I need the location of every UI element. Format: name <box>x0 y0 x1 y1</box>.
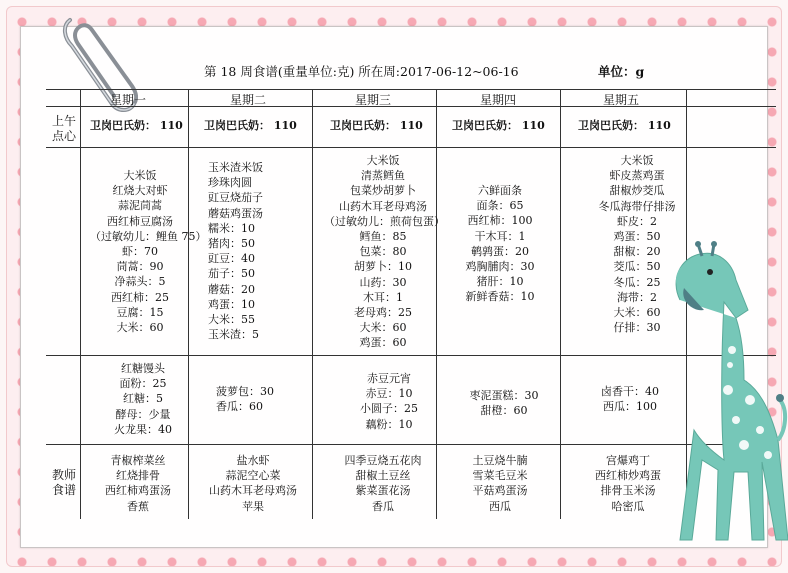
menu-line: 西红柿鸡蛋汤 <box>105 484 171 498</box>
teacher-tue <box>198 453 308 514</box>
menu-line: 藕粉：10 <box>365 417 413 431</box>
menu-line: 胡萝卜：10 <box>354 260 412 274</box>
menu-line: 鸡蛋：10 <box>208 297 255 311</box>
menu-line: 盐水虾 <box>236 454 270 467</box>
menu-line: 山药：30 <box>359 275 407 289</box>
day-header-thu: 星期四 <box>480 93 517 107</box>
menu-line: 山药木耳老母鸡汤 <box>209 484 297 498</box>
lunch-mon <box>90 168 207 335</box>
menu-line: 大米：60 <box>613 306 661 320</box>
lunch-wed <box>324 153 445 351</box>
menu-line: 雪菜毛豆米 <box>472 469 528 483</box>
menu-line: 菠萝包：30 <box>216 385 274 398</box>
snack-thu: 卫岗巴氏奶： 110 <box>452 119 545 132</box>
menu-line: 珍珠肉圆 <box>208 176 252 190</box>
menu-line: 面粉：25 <box>119 377 167 391</box>
menu-line: 豇豆烧茄子 <box>208 191 263 205</box>
menu-line: 虾皮：2 <box>617 214 657 228</box>
grid-line <box>46 147 776 148</box>
menu-line: 火龙果：40 <box>114 422 172 436</box>
menu-line: 蒜泥茼蒿 <box>118 199 162 213</box>
grid-line <box>46 89 776 90</box>
menu-line: 大米：55 <box>208 313 255 327</box>
grid-line <box>46 106 776 107</box>
menu-line: 茼蒿：90 <box>116 260 164 274</box>
menu-line: （过敏幼儿：煎荷包蛋） <box>324 214 445 228</box>
menu-line: 酵母：少量 <box>115 407 171 421</box>
afternoon-wed <box>344 371 434 432</box>
menu-line: 宫爆鸡丁 <box>606 454 650 467</box>
menu-line: 四季豆烧五花肉 <box>344 454 422 467</box>
menu-line: 六鲜面条 <box>478 184 522 197</box>
menu-line: （过敏幼儿：鲤鱼 75） <box>90 229 207 243</box>
menu-title: 第 18 周食谱(重量单位:克) 所在周:2017-06-12~06-16 <box>204 64 519 79</box>
menu-line: 西瓜：100 <box>603 400 657 414</box>
snack-fri: 卫岗巴氏奶： 110 <box>578 119 671 132</box>
menu-line: 茭瓜：50 <box>613 260 661 274</box>
day-header-tue: 星期二 <box>230 93 267 107</box>
menu-line: 大米：60 <box>116 321 164 335</box>
menu-line: 排骨玉米汤 <box>600 484 656 498</box>
menu-line: 鳕鱼：85 <box>359 230 407 244</box>
menu-line: 山药木耳老母鸡汤 <box>339 199 427 213</box>
menu-line: 新鲜香菇：10 <box>465 290 535 304</box>
day-header-mon: 星期一 <box>110 93 147 107</box>
menu-line: 西红柿炒鸡蛋 <box>595 469 661 483</box>
menu-line: 紫菜蛋花汤 <box>355 484 411 498</box>
grid-line <box>80 89 81 519</box>
menu-line: 蘑菇：20 <box>208 282 255 296</box>
giraffe-illustration <box>640 240 788 550</box>
afternoon-mon <box>88 361 198 437</box>
menu-line: 香蕉 <box>127 499 149 513</box>
menu-line: 苹果 <box>242 499 264 513</box>
menu-line: 面条：65 <box>476 199 524 213</box>
menu-line: 红糖：5 <box>123 392 163 406</box>
grid-line <box>312 89 313 519</box>
menu-line: 卤香干：40 <box>601 385 659 398</box>
menu-line: 西红柿豆腐汤 <box>107 214 173 228</box>
unit-label: 单位：g <box>598 64 645 79</box>
lunch-thu <box>452 183 548 305</box>
day-header-fri: 星期五 <box>603 93 640 107</box>
menu-line: 甜橙：60 <box>480 404 528 418</box>
menu-line: 赤豆元宵 <box>367 372 411 385</box>
menu-line: 鹌鹑蛋：20 <box>471 244 529 258</box>
menu-line: 豇豆：40 <box>208 252 255 266</box>
menu-line: 糯米：10 <box>208 221 255 235</box>
menu-line: 蒜泥空心菜 <box>225 469 281 483</box>
menu-line: 干木耳：1 <box>474 229 526 243</box>
menu-line: 鸡蛋：60 <box>359 336 407 350</box>
menu-line: 玉米渣：5 <box>208 328 259 342</box>
menu-line: 蘑菇鸡蛋汤 <box>208 206 263 220</box>
menu-line: 平菇鸡蛋汤 <box>472 484 528 498</box>
teacher-mon <box>88 453 188 514</box>
menu-line: 冬瓜：25 <box>613 275 661 289</box>
snack-wed: 卫岗巴氏奶： 110 <box>330 119 423 132</box>
menu-line: 豆腐：15 <box>116 305 164 319</box>
menu-line: 大米饭 <box>123 169 157 182</box>
menu-line: 猪肝：10 <box>476 275 524 289</box>
menu-line: 西红柿：25 <box>111 290 169 304</box>
menu-line: 香瓜：60 <box>216 400 263 414</box>
menu-line: 甜椒土豆丝 <box>355 469 411 483</box>
menu-line: 土豆烧牛腩 <box>472 454 528 467</box>
day-header-wed: 星期三 <box>355 93 392 107</box>
afternoon-thu <box>464 388 544 418</box>
menu-line: 枣泥蛋糕：30 <box>469 389 539 402</box>
menu-line: 哈密瓜 <box>611 499 645 513</box>
menu-line: 冬瓜海带仔排汤 <box>598 199 676 213</box>
menu-line: 香瓜 <box>372 499 394 513</box>
menu-line: 小圆子：25 <box>360 402 418 416</box>
row-label-teacher-meal: 教师 食谱 <box>51 468 76 497</box>
menu-line: 红烧大对虾 <box>112 184 168 198</box>
menu-line: 大米饭 <box>366 154 400 167</box>
menu-line: 茄子：50 <box>208 267 255 281</box>
menu-line: 甜椒炒茭瓜 <box>609 184 665 198</box>
menu-line: 猪肉：50 <box>208 237 255 251</box>
afternoon-tue <box>216 384 274 414</box>
menu-line: 红糖馒头 <box>121 362 165 375</box>
menu-line: 虾皮蒸鸡蛋 <box>609 169 665 183</box>
teacher-wed <box>334 453 432 514</box>
menu-line: 大米饭 <box>620 154 654 167</box>
menu-line: 红烧排骨 <box>116 469 160 483</box>
menu-line: 西红柿：100 <box>467 214 533 228</box>
snack-mon: 卫岗巴氏奶： 110 <box>90 119 183 132</box>
menu-line: 玉米渣米饭 <box>208 161 263 174</box>
menu-line: 青椒榨菜丝 <box>110 454 166 467</box>
menu-line: 仔排：30 <box>613 321 661 335</box>
menu-line: 海带：2 <box>617 290 657 304</box>
menu-line: 包菜：80 <box>359 245 407 259</box>
menu-line: 鸡蛋：50 <box>613 230 661 244</box>
menu-line: 净蒜头：5 <box>114 275 166 289</box>
menu-line: 虾：70 <box>122 245 158 259</box>
menu-line: 老母鸡：25 <box>354 306 412 320</box>
menu-line: 木耳：1 <box>363 290 403 304</box>
grid-line <box>560 89 561 519</box>
menu-line: 清蒸鳕鱼 <box>361 169 405 183</box>
menu-line: 大米：60 <box>359 321 407 335</box>
menu-line: 鸡胸脯肉：30 <box>465 260 535 274</box>
menu-line: 赤豆：10 <box>365 387 413 401</box>
menu-line: 西瓜 <box>489 499 511 513</box>
lunch-tue <box>208 160 308 342</box>
snack-tue: 卫岗巴氏奶： 110 <box>204 119 297 132</box>
menu-line: 甜椒：20 <box>613 245 661 259</box>
menu-line: 包菜炒胡萝卜 <box>350 184 416 198</box>
teacher-thu <box>448 453 552 514</box>
row-label-morning-snack: 上午 点心 <box>51 114 76 143</box>
